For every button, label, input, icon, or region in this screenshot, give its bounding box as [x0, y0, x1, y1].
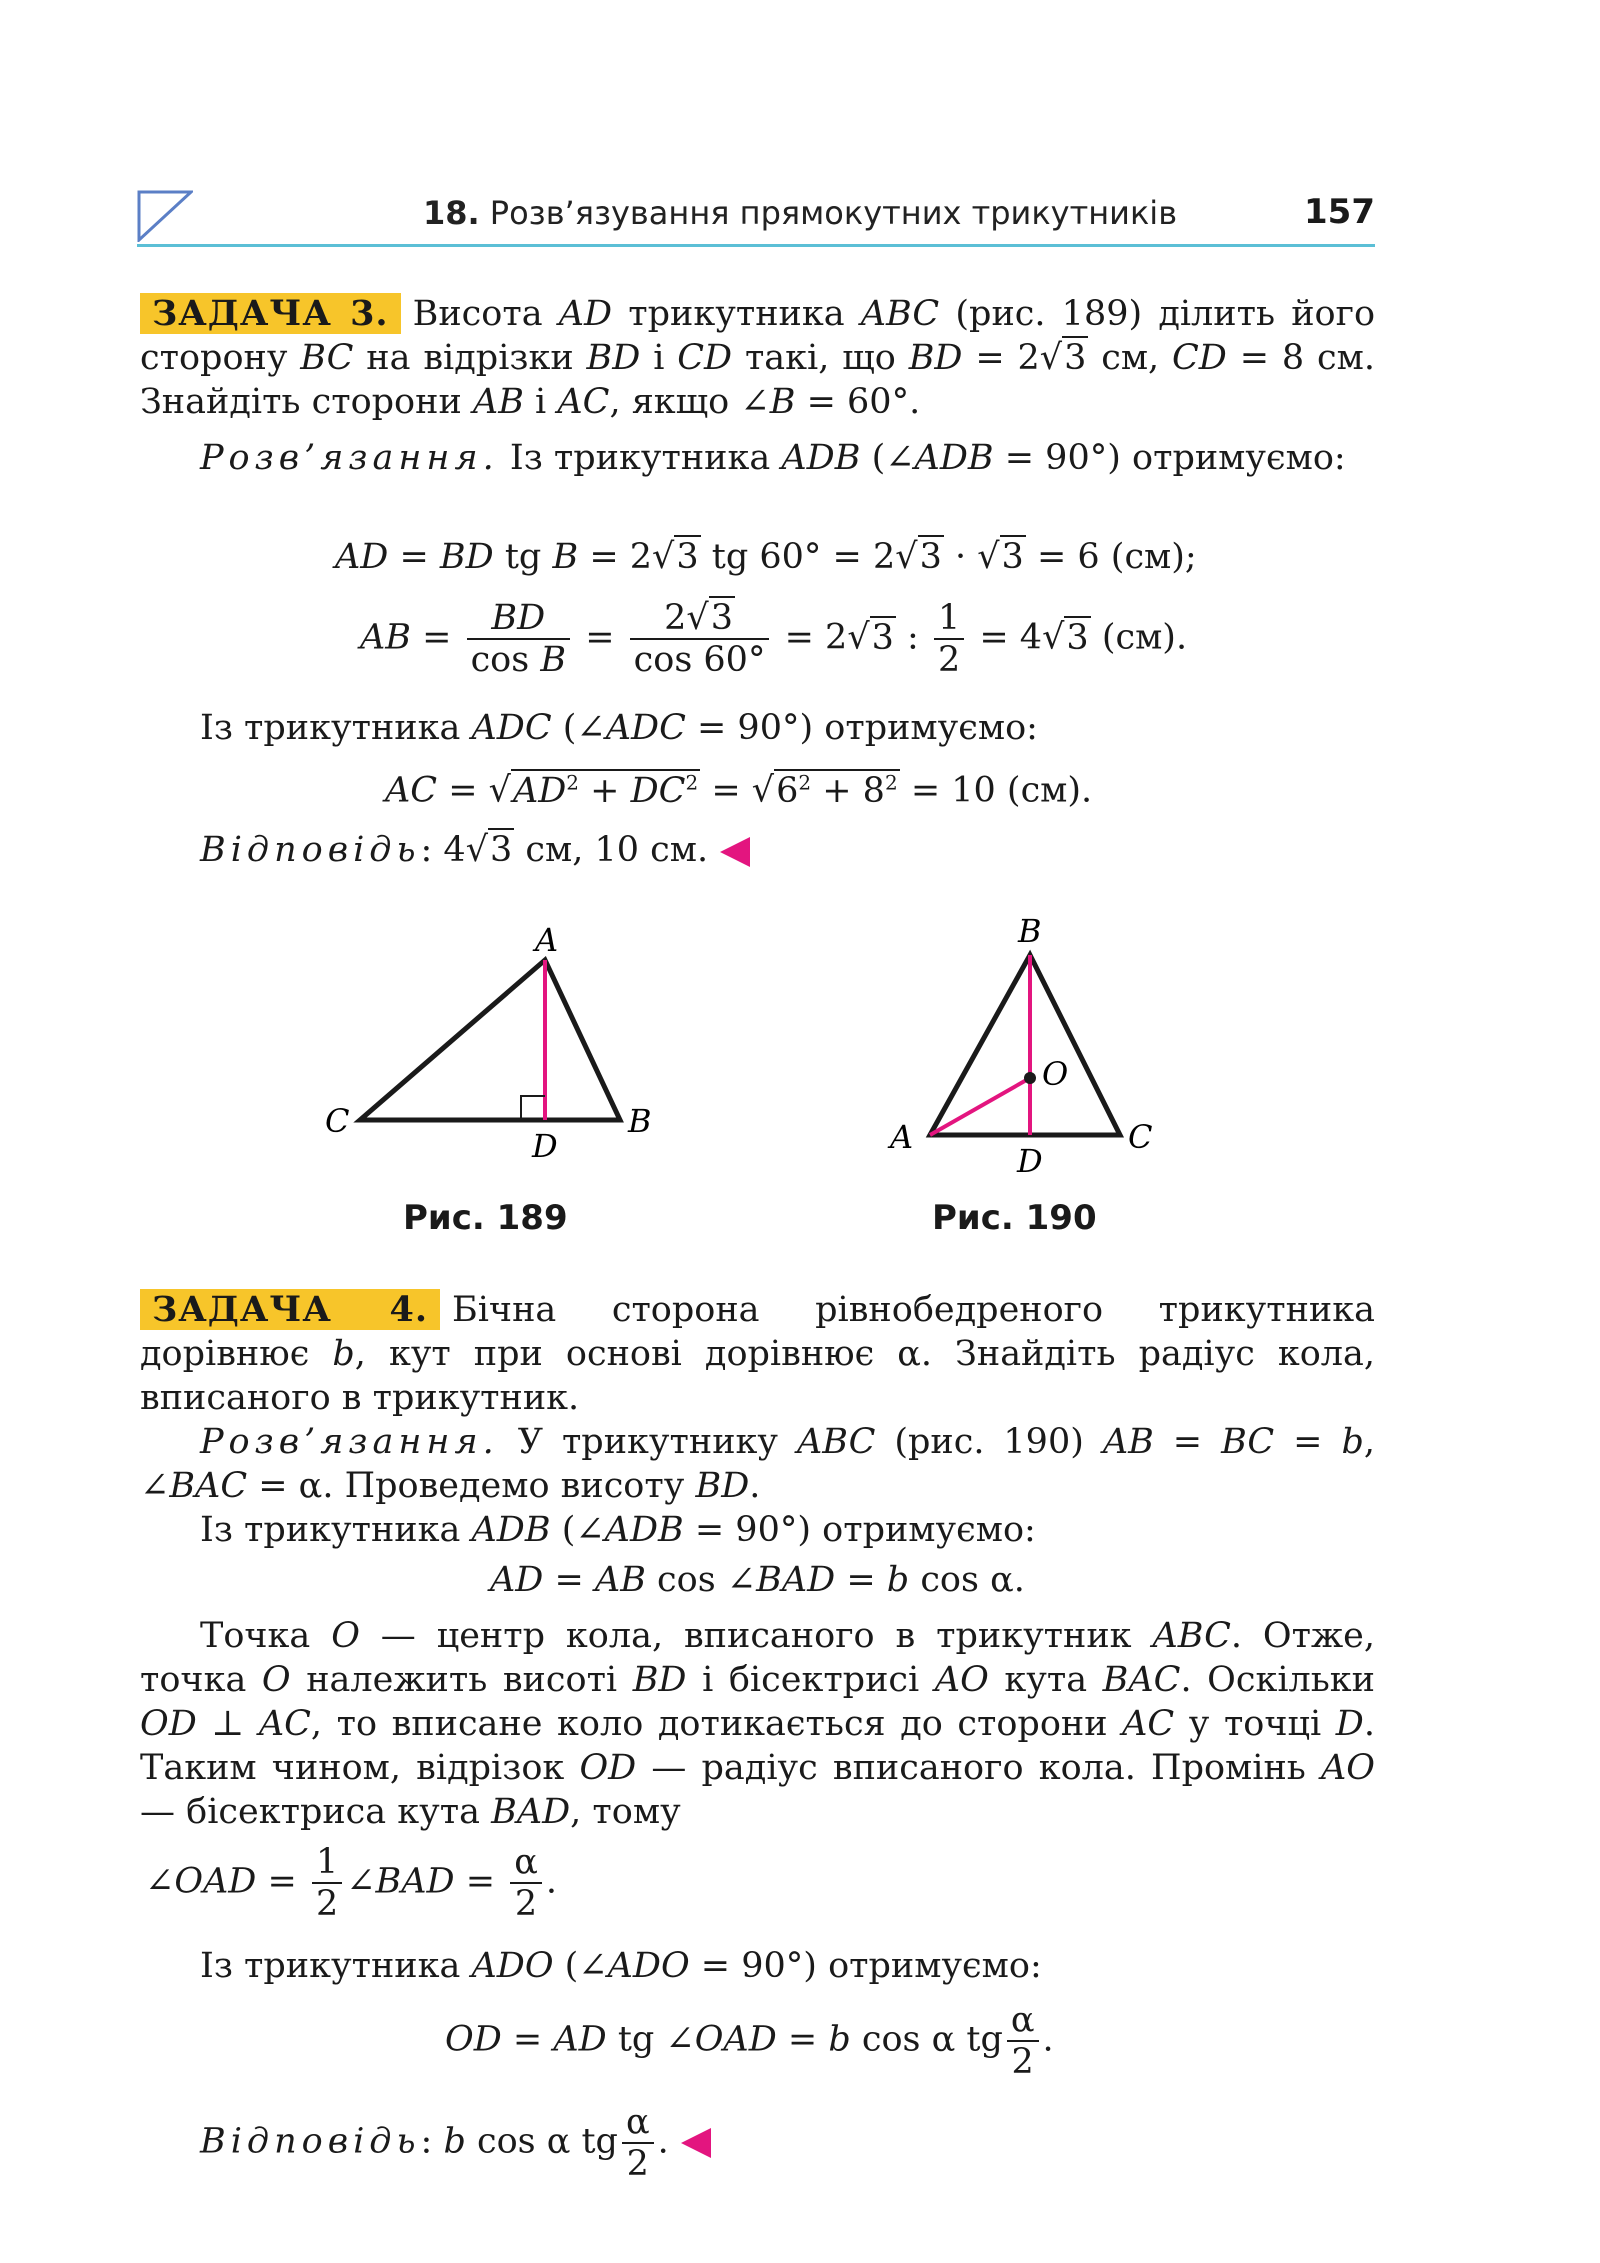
task3-equation-ad: AD = BD tg B = 2√3 tg 60° = 2√3 · √3 = 6 (см);: [335, 537, 1197, 577]
figure-189-caption: Рис. 189: [403, 1198, 568, 1238]
answer-label: Відповідь: [200, 830, 421, 870]
label-d: D: [532, 1127, 558, 1165]
solution-label: Розв’язання.: [200, 1422, 499, 1462]
label-c: C: [1128, 1118, 1153, 1156]
task4-equation-oad: ∠OAD = $\frac{1}{2}$ ∠BAD = $\frac{\alpha}{2}$ .: [145, 1842, 557, 1924]
figure-190: [870, 900, 1170, 1190]
page-number: 157: [1304, 192, 1375, 232]
figure-189: [310, 915, 670, 1175]
end-of-solution-icon: [681, 2128, 711, 2158]
task3-badge: ЗАДАЧА 3.: [140, 293, 401, 334]
answer-label: Відповідь: [200, 2121, 421, 2162]
task4-badge: ЗАДАЧА 4.: [140, 1289, 440, 1330]
label-o: O: [1042, 1055, 1069, 1093]
header-rule: [137, 244, 1375, 247]
label-a: A: [535, 921, 559, 959]
end-of-solution-icon: [720, 837, 750, 867]
task4-adb-line: Із трикутника ADB (∠ADB = 90°) отримуємо:: [200, 1510, 1036, 1550]
task3-equation-ac: AC = $√AD^2 + DC^2 = √6^2 + 8^2 = 10$ (см).: [385, 770, 1093, 811]
task3-equation-ab: AB = $\frac{BD}{\text{cos B}}$ = $\frac{2√3}{\cos 60^\circ}$ = 2√3 : $\frac{1}{2}$ = 4√3 (см).: [360, 598, 1188, 680]
figure-190-caption: Рис. 190: [932, 1198, 1097, 1238]
incenter-point: [1024, 1072, 1036, 1084]
task3-solution-intro: Розв’язання. Із трикутника ADB (∠ADB = 90°) отримуємо:: [200, 438, 1346, 478]
task3-adc-line: Із трикутника ADC (∠ADC = 90°) отримуємо:: [200, 708, 1038, 748]
task4-answer: Відповідь: b cos α tg $\frac{\alpha}{2}$ .: [200, 2102, 711, 2184]
triangle-abc: [360, 960, 620, 1120]
task4-condition: ЗАДАЧА 4. Бічна сторона рівнобедреного трикутника дорівнює b, кут при основі дорівнює α. Знайдіть радіус кола, вписаного в трикутник.: [140, 1289, 1375, 1418]
solution-label: Розв’язання.: [200, 438, 499, 478]
label-b: B: [1018, 912, 1042, 950]
label-d: D: [1017, 1142, 1043, 1180]
task3-condition: ЗАДАЧА 3. Висота AD трикутника ABC (рис. 189) ділить його сторону BC на відрізки BD і CD такі, що BD = 2√3 см, CD = 8 см. Знайдіть сторони AB і AC, якщо ∠B = 60°.: [140, 293, 1376, 422]
task4-ado-line: Із трикутника ADO (∠ADO = 90°) отримуємо:: [200, 1946, 1042, 1986]
label-b: B: [628, 1102, 652, 1140]
task3-answer: Відповідь: 4√3 см, 10 см.: [140, 828, 1375, 872]
label-a: A: [890, 1118, 914, 1156]
section-number: 18.: [422, 194, 480, 232]
section-title: Розв’язування прямокутних трикутників: [489, 194, 1178, 232]
task4-solution-intro: Розв’язання. У трикутнику ABC (рис. 190) AB = BC = b, ∠BAC = α. Проведемо висоту BD.: [140, 1422, 1375, 1506]
task4-equation-od: OD = AD tg ∠OAD = b cos α tg $\frac{\alpha}{2}$ .: [445, 2000, 1054, 2082]
triangle-abc: [930, 955, 1120, 1135]
label-c: C: [325, 1102, 350, 1140]
task4-equation-ad: AD = AB cos ∠BAD = b cos α.: [490, 1560, 1025, 1600]
task4-paragraph: Точка O — центр кола, вписаного в трикутник ABC. Отже, точка O належить висоті BD і бісектрисі AO кута BAC. Оскільки OD ⊥ AC, то вписане коло дотикається до сторони AC у точці D. Таким чином, відрізок OD — радіус вписаного кола. Промінь AO — бісектриса кута BAD, тому: [140, 1616, 1376, 1832]
right-angle-mark: [521, 1096, 545, 1120]
